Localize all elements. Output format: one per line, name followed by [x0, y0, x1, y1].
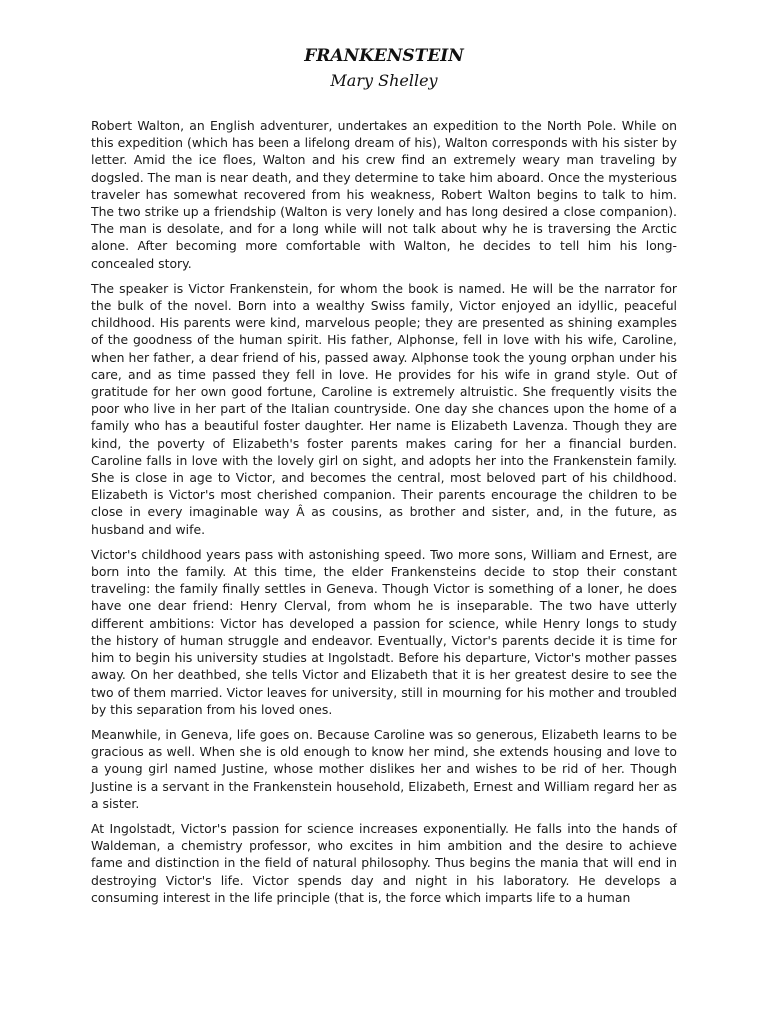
document-body — [91, 117, 677, 914]
paragraph-5: At Ingolstadt, Victor's passion for science increases exponentially. He falls into the hands of Waldeman, a chemistry professor, who excites in him ambition and the desire to achieve fame and distinction in the field of natural philosophy. Thus begins the mania that will end in destroying Victor's life. Victor spends day and night in his laboratory. He develops a consuming interest in the life principle (that is, the force which imparts life to a human — [91, 820, 677, 905]
paragraph-4: Meanwhile, in Geneva, life goes on. Because Caroline was so generous, Elizabeth learns to be gracious as well. When she is old enough to know her mind, she extends housing and love to a young girl named Justine, whose mother dislikes her and wishes to be rid of her. Though Justine is a servant in the Frankenstein household, Elizabeth, Ernest and William regard her as a sister. — [91, 726, 677, 811]
document-author: Mary Shelley — [330, 71, 438, 90]
paragraph-2: The speaker is Victor Frankenstein, for whom the book is named. He will be the narrator for the bulk of the novel. Born into a wealthy Swiss family, Victor enjoyed an idyllic, peaceful childhood. His parents were kind, marvelous people; they are presented as shining examples of the goodness of the human spirit. His father, Alphonse, fell in love with his wife, Caroline, when her father, a dear friend of his, passed away. Alphonse took the young orphan under his care, and as time passed they fell in love. He provides for his wife in grand style. Out of gratitude for her own good fortune, Caroline is extremely altruistic. She frequently visits the poor who live in her part of the Italian countryside. One day she chances upon the home of a family who has a beautiful foster daughter. Her name is Elizabeth Lavenza. Though they are kind, the poverty of Elizabeth's foster parents makes caring for her a financial burden. Caroline falls in love with the lovely girl on sight, and adopts her into the Frankenstein family. She is close in age to Victor, and becomes the central, most beloved part of his childhood. Elizabeth is Victor's most cherished companion. Their parents encourage the children to be close in every imaginable way Â as cousins, as brother and sister, and, in the future, as husband and wife. — [91, 280, 677, 537]
paragraph-1: Robert Walton, an English adventurer, undertakes an expedition to the North Pole. While on this expedition (which has been a lifelong dream of his), Walton corresponds with his sister by letter. Amid the ice floes, Walton and his crew find an extremely weary man traveling by dogsled. The man is near death, and they determine to take him aboard. Once the mysterious traveler has somewhat recovered from his weakness, Robert Walton begins to talk to him. The two strike up a friendship (Walton is very lonely and has long desired a close companion). The man is desolate, and for a long while will not talk about why he is traversing the Arctic alone. After becoming more comfortable with Walton, he decides to tell him his long-concealed story. — [91, 118, 677, 271]
paragraph-3: Victor's childhood years pass with astonishing speed. Two more sons, William and Ernest, are born into the family. At this time, the elder Frankensteins decide to stop their constant traveling: the family finally settles in Geneva. Though Victor is something of a loner, he does have one dear friend: Henry Clerval, from whom he is inseparable. The two have utterly different ambitions: Victor has developed a passion for science, while Henry longs to study the history of human struggle and endeavor. Eventually, Victor's parents decide it is time for him to begin his university studies at Ingolstadt. Before his departure, Victor's mother passes away. On her deathbed, she tells Victor and Elizabeth that it is her greatest desire to see the two of them married. Victor leaves for university, still in mourning for his mother and troubled by this separation from his loved ones. — [91, 546, 677, 717]
document-title: FRANKENSTEIN — [304, 46, 464, 66]
